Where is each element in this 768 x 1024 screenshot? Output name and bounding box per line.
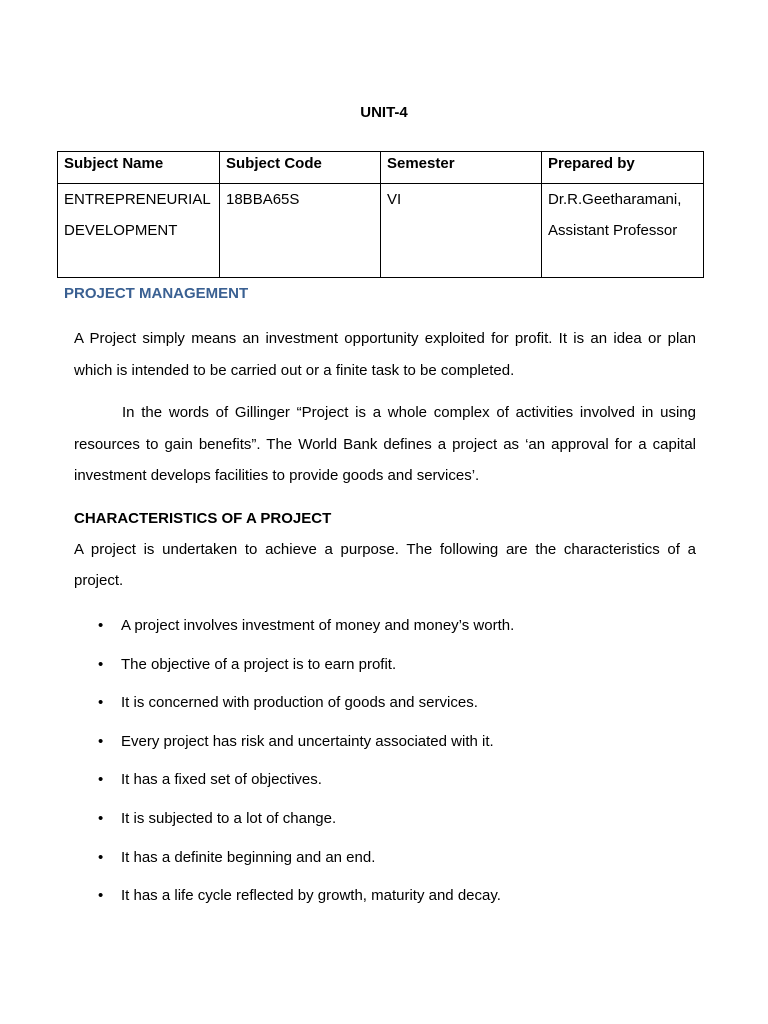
list-item bbox=[74, 730, 694, 769]
list-item-text: The objective of a project is to earn profit. bbox=[121, 655, 397, 673]
bullet-icon: • bbox=[98, 655, 104, 673]
cell-prepared-by bbox=[542, 184, 704, 278]
list-item-text: It has a fixed set of objectives. bbox=[121, 771, 322, 789]
bullet-icon: • bbox=[98, 617, 104, 634]
list-item bbox=[74, 614, 694, 653]
bullet-icon: • bbox=[98, 694, 104, 712]
list-item bbox=[74, 846, 694, 885]
characteristics-list bbox=[74, 614, 694, 923]
list-item-text: Every project has risk and uncertainty associated with it. bbox=[121, 732, 494, 750]
unit-title: UNIT-4 bbox=[360, 104, 408, 121]
header-prepared-by: Prepared by bbox=[542, 152, 704, 184]
subject-name-line-1: ENTREPRENEURIAL bbox=[64, 191, 211, 208]
header-subject-code: Subject Code bbox=[220, 152, 381, 184]
bullet-icon: • bbox=[98, 771, 104, 789]
list-item bbox=[74, 653, 694, 692]
paragraph-definition: A Project simply means an investment opportunity exploited for profit. It is an idea or plan which is intended to be carried out or a finite task to be completed. bbox=[74, 330, 696, 379]
cell-subject-name bbox=[58, 184, 220, 278]
bullet-icon: • bbox=[98, 732, 104, 750]
list-item-text: It has a definite beginning and an end. bbox=[121, 848, 376, 866]
prepared-by-line-1: Dr.R.Geetharamani, bbox=[548, 191, 682, 208]
list-item-text: It has a life cycle reflected by growth, maturity and decay. bbox=[121, 887, 501, 905]
bullet-icon: • bbox=[98, 809, 104, 827]
subject-info-table bbox=[57, 151, 704, 278]
list-item bbox=[74, 691, 694, 730]
characteristics-heading: CHARACTERISTICS OF A PROJECT bbox=[74, 510, 332, 527]
list-item bbox=[74, 768, 694, 807]
section-heading: PROJECT MANAGEMENT bbox=[64, 285, 249, 302]
paragraph-gillinger: In the words of Gillinger “Project is a whole complex of activities involved in using resources to gain benefits”. The World Bank defines a project as ‘an approval for a capital investment develops facilities to provide goods and services’. bbox=[74, 404, 696, 484]
table-row bbox=[58, 184, 704, 278]
list-item-text: It is concerned with production of goods and services. bbox=[121, 694, 478, 712]
list-item-text: It is subjected to a lot of change. bbox=[121, 809, 337, 827]
list-item bbox=[74, 884, 694, 923]
subject-name-line-2: DEVELOPMENT bbox=[64, 222, 178, 239]
list-item bbox=[74, 807, 694, 846]
table-header-row bbox=[58, 152, 704, 184]
bullet-icon: • bbox=[98, 848, 104, 866]
cell-subject-code: 18BBA65S bbox=[220, 184, 381, 278]
prepared-by-line-2: Assistant Professor bbox=[548, 222, 678, 239]
header-subject-name: Subject Name bbox=[58, 152, 220, 184]
bullet-icon: • bbox=[98, 887, 104, 905]
header-semester: Semester bbox=[381, 152, 542, 184]
list-item-text: A project involves investment of money and money’s worth. bbox=[121, 617, 515, 634]
cell-semester: VI bbox=[381, 184, 542, 278]
characteristics-intro: A project is undertaken to achieve a purpose. The following are the characteristics of a project. bbox=[74, 541, 696, 589]
